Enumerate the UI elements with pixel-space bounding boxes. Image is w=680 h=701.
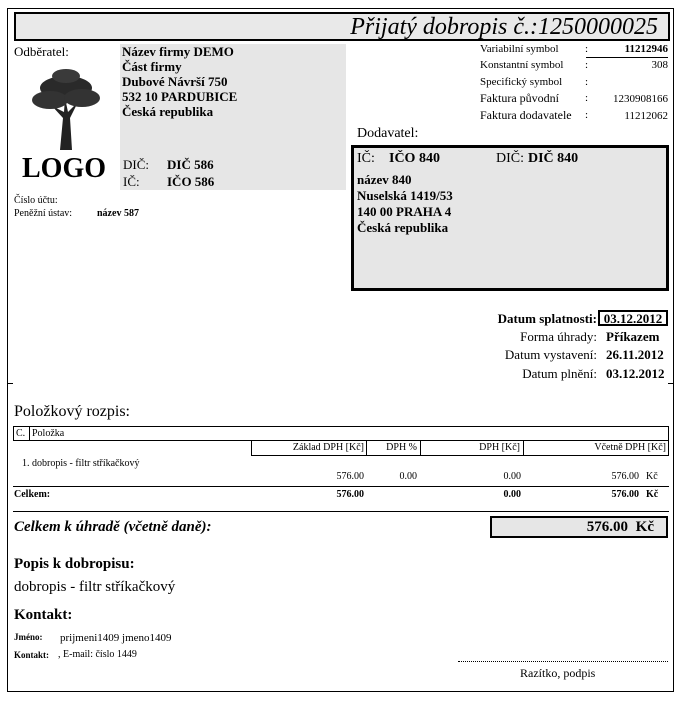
description-text: dobropis - filtr stříkačkový <box>14 579 176 595</box>
supplier-dic-label: DIČ: <box>496 151 524 166</box>
supplier-label: Dodavatel: <box>357 126 419 141</box>
symbol-underline <box>586 57 668 58</box>
tree-icon <box>30 68 102 150</box>
col-c-header: C. <box>16 428 26 439</box>
symbol-label: Konstantní symbol <box>480 59 564 71</box>
sum-currency: Kč <box>646 489 659 500</box>
document-title: Přijatý dobropis č.:1250000025 <box>350 14 658 40</box>
col-vat-pct-header: DPH % <box>386 442 417 453</box>
col-total-header: Včetně DPH [Kč] <box>594 442 666 453</box>
due-date-label: Datum splatnosti: <box>497 311 597 326</box>
contact-title: Kontakt: <box>14 607 73 623</box>
item-name: 1. dobropis - filtr stříkačkový <box>22 458 140 469</box>
item-currency: Kč <box>646 471 658 482</box>
symbol-value: 1230908166 <box>613 93 668 105</box>
grand-total-label: Celkem k úhradě (včetně daně): <box>14 519 212 535</box>
supplier-dic-value: DIČ 840 <box>528 151 579 166</box>
symbol-value: 308 <box>651 59 668 71</box>
sum-top-line <box>13 486 669 487</box>
due-date-value: 03.12.2012 <box>598 310 668 326</box>
customer-ic-value: IČO 586 <box>167 174 215 189</box>
symbol-label: Faktura původní <box>480 91 559 105</box>
grand-total-currency: Kč <box>635 519 654 535</box>
delivery-date-label: Datum plnění: <box>522 366 597 381</box>
customer-street: Dubové Návrší 750 <box>122 74 228 89</box>
symbol-value: 11212946 <box>624 43 668 55</box>
signature-label: Razítko, podpis <box>520 666 596 680</box>
supplier-country: Česká republika <box>357 220 449 235</box>
header-divider <box>29 426 30 441</box>
contact-label: Kontakt: <box>14 650 50 660</box>
account-label: Číslo účtu: <box>14 195 58 206</box>
grand-total-value: 576.00 <box>586 519 628 535</box>
customer-block <box>120 44 346 190</box>
symbol-sep: : <box>585 59 589 71</box>
supplier-address <box>357 172 453 236</box>
symbol-label: Specifický symbol <box>480 76 563 88</box>
symbol-label: Faktura dodavatele <box>480 108 572 122</box>
supplier-street: Nuselská 1419/53 <box>357 188 453 203</box>
item-vat-pct: 0.00 <box>399 471 417 482</box>
fold-mark-right <box>668 383 674 384</box>
supplier-name: název 840 <box>357 172 412 187</box>
customer-label: Odběratel: <box>14 44 69 59</box>
customer-ic-label: IČ: <box>123 174 140 189</box>
items-header-row <box>13 426 669 441</box>
sum-bottom-line <box>13 511 669 512</box>
supplier-city: 140 00 PRAHA 4 <box>357 204 452 219</box>
sum-total: 576.00 <box>611 489 639 500</box>
item-vat: 0.00 <box>503 471 521 482</box>
customer-country: Česká republika <box>122 104 214 119</box>
symbol-sep: : <box>585 43 589 55</box>
contact-name-value: prijmeni1409 jmeno1409 <box>60 632 172 644</box>
title-box <box>14 12 670 41</box>
customer-dic-value: DIČ 586 <box>167 157 214 172</box>
col-item-header: Položka <box>32 428 65 439</box>
customer-part: Část firmy <box>122 59 182 74</box>
payment-form-label: Forma úhrady: <box>520 329 597 344</box>
customer-city: 532 10 PARDUBICE <box>122 89 238 104</box>
items-title: Položkový rozpis: <box>14 403 130 420</box>
bank-value: název 587 <box>97 208 139 219</box>
symbol-label: Variabilní symbol <box>480 43 559 55</box>
item-base: 576.00 <box>336 471 364 482</box>
grand-total-box <box>490 516 668 538</box>
supplier-box <box>351 145 669 291</box>
contact-name-label: Jméno: <box>14 632 43 642</box>
symbol-value: 11212062 <box>624 110 668 122</box>
symbol-sep: : <box>585 92 589 104</box>
supplier-ic-value: IČO 840 <box>389 151 440 166</box>
bank-label: Peněžní ústav: <box>14 208 73 219</box>
symbol-sep: : <box>585 76 589 88</box>
item-total: 576.00 <box>611 471 639 482</box>
description-title: Popis k dobropisu: <box>14 556 135 572</box>
sum-label: Celkem: <box>14 489 51 500</box>
payment-form-value: Příkazem <box>606 329 660 344</box>
sum-base: 576.00 <box>336 489 364 500</box>
fold-mark-left <box>7 383 13 384</box>
signature-line <box>458 661 668 662</box>
contact-value: , E-mail: číslo 1449 <box>58 649 137 660</box>
symbol-sep: : <box>585 109 589 121</box>
supplier-ic-label: IČ: <box>357 151 375 166</box>
customer-dic-label: DIČ: <box>123 157 149 172</box>
logo-text: LOGO <box>22 153 107 184</box>
issue-date-label: Datum vystavení: <box>504 347 597 362</box>
delivery-date-value: 03.12.2012 <box>606 366 665 381</box>
col-base-header: Základ DPH [Kč] <box>292 442 364 453</box>
sum-vat: 0.00 <box>503 489 521 500</box>
issue-date-value: 26.11.2012 <box>606 347 664 362</box>
customer-name: Název firmy DEMO <box>122 44 234 59</box>
col-vat-header: DPH [Kč] <box>479 442 520 453</box>
